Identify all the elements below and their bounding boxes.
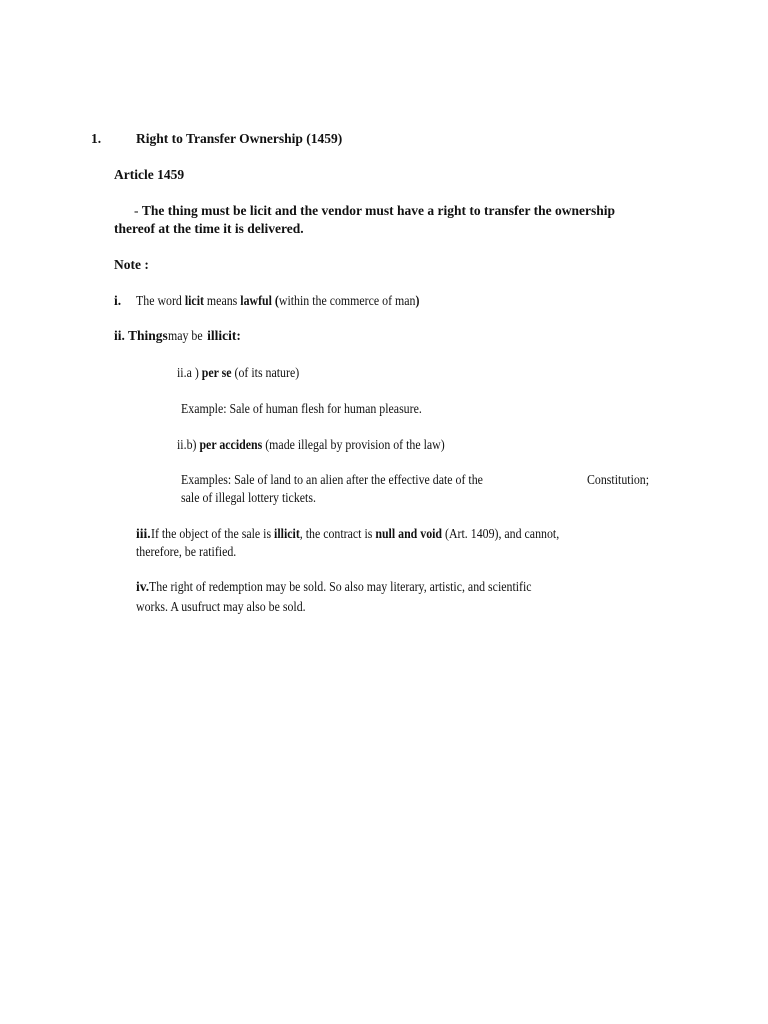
item-iia-example: Example: Sale of human flesh for human pleasure. [181, 401, 422, 416]
item-ii-text: ii. Thingsmay beillicit: [114, 328, 241, 343]
item-iib-examples-line1-end: Constitution; [587, 472, 650, 487]
item-iv-marker: iv. [136, 579, 150, 594]
section-title: Right to Transfer Ownership (1459) [136, 131, 343, 146]
item-iib-examples-line2: sale of illegal lottery tickets. [181, 490, 316, 505]
article-dash: - [134, 203, 142, 218]
item-iii-marker: iii. [136, 526, 151, 541]
item-iii-line1: iii.If the object of the sale is illicit, the contract is null and void (Art. 1409), and cannot, [136, 526, 559, 541]
item-i-text: The word licit means lawful (within the commerce of man) [136, 293, 420, 308]
section-number: 1. [91, 131, 102, 146]
article-text-line2: thereof at the time it is delivered. [114, 221, 304, 236]
item-iv-line1: iv.The right of redemption may be sold. So also may literary, artistic, and scientific [136, 579, 532, 594]
item-iib-examples-line1: Examples: Sale of land to an alien after the effective date of the [181, 472, 483, 487]
article-heading: Article 1459 [114, 167, 185, 182]
item-iib-text: ii.b) per accidens (made illegal by provision of the law) [177, 437, 445, 452]
item-iv-line2: works. A usufruct may also be sold. [136, 599, 306, 614]
article-text: The thing must be licit and the vendor must have a right to transfer the ownership [141, 203, 616, 218]
note-heading: Note : [114, 257, 149, 272]
article-text-line1 [134, 202, 615, 220]
item-i-marker: i. [114, 293, 122, 308]
item-iii-line2: therefore, be ratified. [136, 544, 237, 559]
item-iia-text: ii.a ) per se (of its nature) [177, 365, 300, 380]
